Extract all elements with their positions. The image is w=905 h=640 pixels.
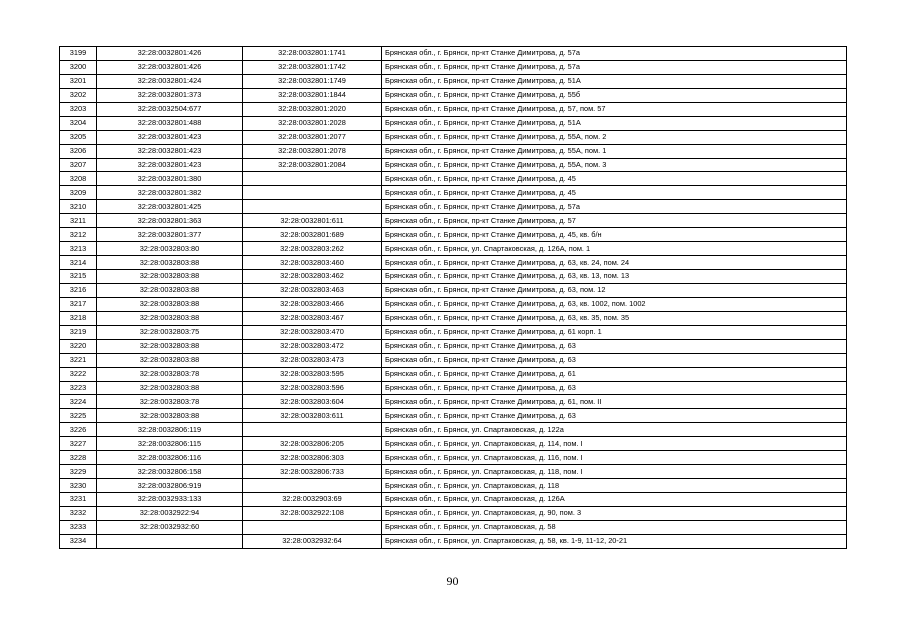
table-row (60, 367, 847, 381)
land-cadastral-number-cell: 32:28:0032803:88 (97, 353, 243, 367)
land-cadastral-number-cell: 32:28:0032803:78 (97, 367, 243, 381)
row-number-cell: 3209 (60, 186, 97, 200)
object-cadastral-number-cell: 32:28:0032801:2028 (243, 116, 382, 130)
row-number-cell: 3227 (60, 437, 97, 451)
address-cell: Брянская обл., г. Брянск, пр-кт Станке Димитрова, д. 55А, пом. 2 (382, 130, 847, 144)
row-number-cell: 3199 (60, 47, 97, 61)
address-cell: Брянская обл., г. Брянск, пр-кт Станке Димитрова, д. 57а (382, 60, 847, 74)
address-cell: Брянская обл., г. Брянск, пр-кт Станке Димитрова, д. 63 (382, 409, 847, 423)
object-cadastral-number-cell: 32:28:0032801:2020 (243, 102, 382, 116)
row-number-cell: 3223 (60, 381, 97, 395)
object-cadastral-number-cell: 32:28:0032801:1749 (243, 74, 382, 88)
land-cadastral-number-cell: 32:28:0032803:88 (97, 283, 243, 297)
address-cell: Брянская обл., г. Брянск, пр-кт Станке Димитрова, д. 63, кв. 13, пом. 13 (382, 270, 847, 284)
row-number-cell: 3208 (60, 172, 97, 186)
address-cell: Брянская обл., г. Брянск, пр-кт Станке Димитрова, д. 63, кв. 24, пом. 24 (382, 256, 847, 270)
object-cadastral-number-cell: 32:28:0032803:466 (243, 297, 382, 311)
row-number-cell: 3200 (60, 60, 97, 74)
address-cell: Брянская обл., г. Брянск, ул. Спартаковская, д. 116, пом. I (382, 451, 847, 465)
row-number-cell: 3206 (60, 144, 97, 158)
object-cadastral-number-cell: 32:28:0032803:604 (243, 395, 382, 409)
land-cadastral-number-cell: 32:28:0032803:80 (97, 242, 243, 256)
address-cell: Брянская обл., г. Брянск, ул. Спартаковская, д. 118, пом. I (382, 465, 847, 479)
row-number-cell: 3210 (60, 200, 97, 214)
land-cadastral-number-cell: 32:28:0032801:373 (97, 88, 243, 102)
row-number-cell: 3217 (60, 297, 97, 311)
address-cell: Брянская обл., г. Брянск, ул. Спартаковская, д. 118 (382, 479, 847, 493)
row-number-cell: 3230 (60, 479, 97, 493)
land-cadastral-number-cell: 32:28:0032801:382 (97, 186, 243, 200)
land-cadastral-number-cell: 32:28:0032801:380 (97, 172, 243, 186)
row-number-cell: 3232 (60, 506, 97, 520)
table-row (60, 144, 847, 158)
land-cadastral-number-cell: 32:28:0032806:158 (97, 465, 243, 479)
table-row (60, 479, 847, 493)
row-number-cell: 3214 (60, 256, 97, 270)
table-row (60, 102, 847, 116)
land-cadastral-number-cell: 32:28:0032803:88 (97, 409, 243, 423)
land-cadastral-number-cell: 32:28:0032803:88 (97, 381, 243, 395)
table-row (60, 297, 847, 311)
row-number-cell: 3216 (60, 283, 97, 297)
registry-table (59, 46, 847, 549)
table-row (60, 520, 847, 534)
land-cadastral-number-cell: 32:28:0032801:377 (97, 228, 243, 242)
row-number-cell: 3225 (60, 409, 97, 423)
land-cadastral-number-cell: 32:28:0032801:426 (97, 60, 243, 74)
table-row (60, 493, 847, 507)
row-number-cell: 3221 (60, 353, 97, 367)
land-cadastral-number-cell: 32:28:0032806:115 (97, 437, 243, 451)
land-cadastral-number-cell: 32:28:0032801:363 (97, 214, 243, 228)
object-cadastral-number-cell: 32:28:0032801:611 (243, 214, 382, 228)
land-cadastral-number-cell: 32:28:0032803:88 (97, 270, 243, 284)
table-row (60, 270, 847, 284)
object-cadastral-number-cell: 32:28:0032801:1741 (243, 47, 382, 61)
table-row (60, 311, 847, 325)
object-cadastral-number-cell: 32:28:0032803:460 (243, 256, 382, 270)
table-row (60, 130, 847, 144)
row-number-cell: 3219 (60, 325, 97, 339)
page-number: 90 (446, 574, 459, 588)
address-cell: Брянская обл., г. Брянск, пр-кт Станке Димитрова, д. 55б (382, 88, 847, 102)
table-row (60, 339, 847, 353)
land-cadastral-number-cell: 32:28:0032801:426 (97, 47, 243, 61)
address-cell: Брянская обл., г. Брянск, ул. Спартаковская, д. 58 (382, 520, 847, 534)
land-cadastral-number-cell: 32:28:0032803:75 (97, 325, 243, 339)
address-cell: Брянская обл., г. Брянск, пр-кт Станке Димитрова, д. 57 (382, 214, 847, 228)
address-cell: Брянская обл., г. Брянск, пр-кт Станке Димитрова, д. 51А (382, 74, 847, 88)
address-cell: Брянская обл., г. Брянск, пр-кт Станке Димитрова, д. 57, пом. 57 (382, 102, 847, 116)
table-row (60, 465, 847, 479)
address-cell: Брянская обл., г. Брянск, ул. Спартаковская, д. 90, пом. 3 (382, 506, 847, 520)
table-row (60, 172, 847, 186)
table-row (60, 353, 847, 367)
land-cadastral-number-cell: 32:28:0032803:88 (97, 311, 243, 325)
object-cadastral-number-cell: 32:28:0032932:64 (243, 534, 382, 548)
object-cadastral-number-cell: 32:28:0032922:108 (243, 506, 382, 520)
object-cadastral-number-cell: 32:28:0032803:611 (243, 409, 382, 423)
table-row (60, 409, 847, 423)
row-number-cell: 3233 (60, 520, 97, 534)
land-cadastral-number-cell: 32:28:0032803:88 (97, 339, 243, 353)
row-number-cell: 3202 (60, 88, 97, 102)
address-cell: Брянская обл., г. Брянск, пр-кт Станке Димитрова, д. 45 (382, 186, 847, 200)
object-cadastral-number-cell: 32:28:0032801:2077 (243, 130, 382, 144)
land-cadastral-number-cell: 32:28:0032801:424 (97, 74, 243, 88)
row-number-cell: 3218 (60, 311, 97, 325)
row-number-cell: 3203 (60, 102, 97, 116)
row-number-cell: 3222 (60, 367, 97, 381)
object-cadastral-number-cell: 32:28:0032803:467 (243, 311, 382, 325)
table-row (60, 423, 847, 437)
row-number-cell: 3220 (60, 339, 97, 353)
land-cadastral-number-cell: 32:28:0032801:423 (97, 158, 243, 172)
row-number-cell: 3207 (60, 158, 97, 172)
land-cadastral-number-cell: 32:28:0032806:116 (97, 451, 243, 465)
row-number-cell: 3234 (60, 534, 97, 548)
table-row (60, 451, 847, 465)
address-cell: Брянская обл., г. Брянск, ул. Спартаковская, д. 126А, пом. 1 (382, 242, 847, 256)
row-number-cell: 3231 (60, 493, 97, 507)
address-cell: Брянская обл., г. Брянск, пр-кт Станке Димитрова, д. 45, кв. б/н (382, 228, 847, 242)
object-cadastral-number-cell: 32:28:0032806:205 (243, 437, 382, 451)
row-number-cell: 3229 (60, 465, 97, 479)
address-cell: Брянская обл., г. Брянск, пр-кт Станке Димитрова, д. 57а (382, 47, 847, 61)
land-cadastral-number-cell: 32:28:0032922:94 (97, 506, 243, 520)
land-cadastral-number-cell: 32:28:0032803:78 (97, 395, 243, 409)
address-cell: Брянская обл., г. Брянск, пр-кт Станке Димитрова, д. 51А (382, 116, 847, 130)
row-number-cell: 3215 (60, 270, 97, 284)
address-cell: Брянская обл., г. Брянск, ул. Спартаковская, д. 126А (382, 493, 847, 507)
table-row (60, 116, 847, 130)
object-cadastral-number-cell: 32:28:0032803:596 (243, 381, 382, 395)
table-row (60, 242, 847, 256)
object-cadastral-number-cell: 32:28:0032806:303 (243, 451, 382, 465)
land-cadastral-number-cell: 32:28:0032803:88 (97, 256, 243, 270)
object-cadastral-number-cell: 32:28:0032803:473 (243, 353, 382, 367)
address-cell: Брянская обл., г. Брянск, пр-кт Станке Димитрова, д. 61 корп. 1 (382, 325, 847, 339)
table-row (60, 395, 847, 409)
object-cadastral-number-cell: 32:28:0032803:470 (243, 325, 382, 339)
table-row (60, 283, 847, 297)
land-cadastral-number-cell: 32:28:0032801:488 (97, 116, 243, 130)
object-cadastral-number-cell: 32:28:0032903:69 (243, 493, 382, 507)
object-cadastral-number-cell: 32:28:0032803:262 (243, 242, 382, 256)
address-cell: Брянская обл., г. Брянск, пр-кт Станке Димитрова, д. 61, пом. II (382, 395, 847, 409)
address-cell: Брянская обл., г. Брянск, пр-кт Станке Димитрова, д. 63 (382, 381, 847, 395)
address-cell: Брянская обл., г. Брянск, пр-кт Станке Димитрова, д. 55А, пом. 3 (382, 158, 847, 172)
row-number-cell: 3205 (60, 130, 97, 144)
land-cadastral-number-cell: 32:28:0032932:60 (97, 520, 243, 534)
row-number-cell: 3228 (60, 451, 97, 465)
object-cadastral-number-cell (243, 200, 382, 214)
land-cadastral-number-cell: 32:28:0032806:919 (97, 479, 243, 493)
object-cadastral-number-cell: 32:28:0032803:472 (243, 339, 382, 353)
land-cadastral-number-cell: 32:28:0032801:423 (97, 130, 243, 144)
registry-table-body (60, 47, 847, 549)
table-row (60, 256, 847, 270)
land-cadastral-number-cell: 32:28:0032803:88 (97, 297, 243, 311)
object-cadastral-number-cell: 32:28:0032803:595 (243, 367, 382, 381)
row-number-cell: 3211 (60, 214, 97, 228)
land-cadastral-number-cell (97, 534, 243, 548)
object-cadastral-number-cell (243, 172, 382, 186)
table-row (60, 47, 847, 61)
row-number-cell: 3213 (60, 242, 97, 256)
address-cell: Брянская обл., г. Брянск, пр-кт Станке Димитрова, д. 63, кв. 35, пом. 35 (382, 311, 847, 325)
table-row (60, 214, 847, 228)
address-cell: Брянская обл., г. Брянск, пр-кт Станке Димитрова, д. 55А, пом. 1 (382, 144, 847, 158)
table-row (60, 506, 847, 520)
object-cadastral-number-cell: 32:28:0032801:689 (243, 228, 382, 242)
table-row (60, 228, 847, 242)
object-cadastral-number-cell: 32:28:0032801:1742 (243, 60, 382, 74)
object-cadastral-number-cell: 32:28:0032806:733 (243, 465, 382, 479)
table-row (60, 186, 847, 200)
land-cadastral-number-cell: 32:28:0032806:119 (97, 423, 243, 437)
object-cadastral-number-cell: 32:28:0032801:1844 (243, 88, 382, 102)
land-cadastral-number-cell: 32:28:0032933:133 (97, 493, 243, 507)
row-number-cell: 3212 (60, 228, 97, 242)
object-cadastral-number-cell: 32:28:0032801:2084 (243, 158, 382, 172)
table-row (60, 88, 847, 102)
table-row (60, 200, 847, 214)
land-cadastral-number-cell: 32:28:0032801:423 (97, 144, 243, 158)
table-row (60, 437, 847, 451)
object-cadastral-number-cell (243, 520, 382, 534)
object-cadastral-number-cell: 32:28:0032803:462 (243, 270, 382, 284)
address-cell: Брянская обл., г. Брянск, пр-кт Станке Димитрова, д. 63, пом. 12 (382, 283, 847, 297)
address-cell: Брянская обл., г. Брянск, ул. Спартаковская, д. 114, пом. I (382, 437, 847, 451)
row-number-cell: 3204 (60, 116, 97, 130)
table-row (60, 534, 847, 548)
land-cadastral-number-cell: 32:28:0032801:425 (97, 200, 243, 214)
address-cell: Брянская обл., г. Брянск, пр-кт Станке Димитрова, д. 63 (382, 339, 847, 353)
object-cadastral-number-cell (243, 479, 382, 493)
object-cadastral-number-cell (243, 186, 382, 200)
address-cell: Брянская обл., г. Брянск, пр-кт Станке Димитрова, д. 45 (382, 172, 847, 186)
row-number-cell: 3226 (60, 423, 97, 437)
table-row (60, 381, 847, 395)
object-cadastral-number-cell (243, 423, 382, 437)
table-row (60, 325, 847, 339)
row-number-cell: 3224 (60, 395, 97, 409)
object-cadastral-number-cell: 32:28:0032801:2078 (243, 144, 382, 158)
address-cell: Брянская обл., г. Брянск, ул. Спартаковская, д. 58, кв. 1-9, 11-12, 20-21 (382, 534, 847, 548)
address-cell: Брянская обл., г. Брянск, пр-кт Станке Димитрова, д. 57а (382, 200, 847, 214)
address-cell: Брянская обл., г. Брянск, пр-кт Станке Димитрова, д. 63 (382, 353, 847, 367)
address-cell: Брянская обл., г. Брянск, пр-кт Станке Димитрова, д. 63, кв. 1002, пом. 1002 (382, 297, 847, 311)
address-cell: Брянская обл., г. Брянск, ул. Спартаковская, д. 122а (382, 423, 847, 437)
table-row (60, 158, 847, 172)
row-number-cell: 3201 (60, 74, 97, 88)
table-row (60, 60, 847, 74)
object-cadastral-number-cell: 32:28:0032803:463 (243, 283, 382, 297)
land-cadastral-number-cell: 32:28:0032504:677 (97, 102, 243, 116)
table-row (60, 74, 847, 88)
address-cell: Брянская обл., г. Брянск, пр-кт Станке Димитрова, д. 61 (382, 367, 847, 381)
